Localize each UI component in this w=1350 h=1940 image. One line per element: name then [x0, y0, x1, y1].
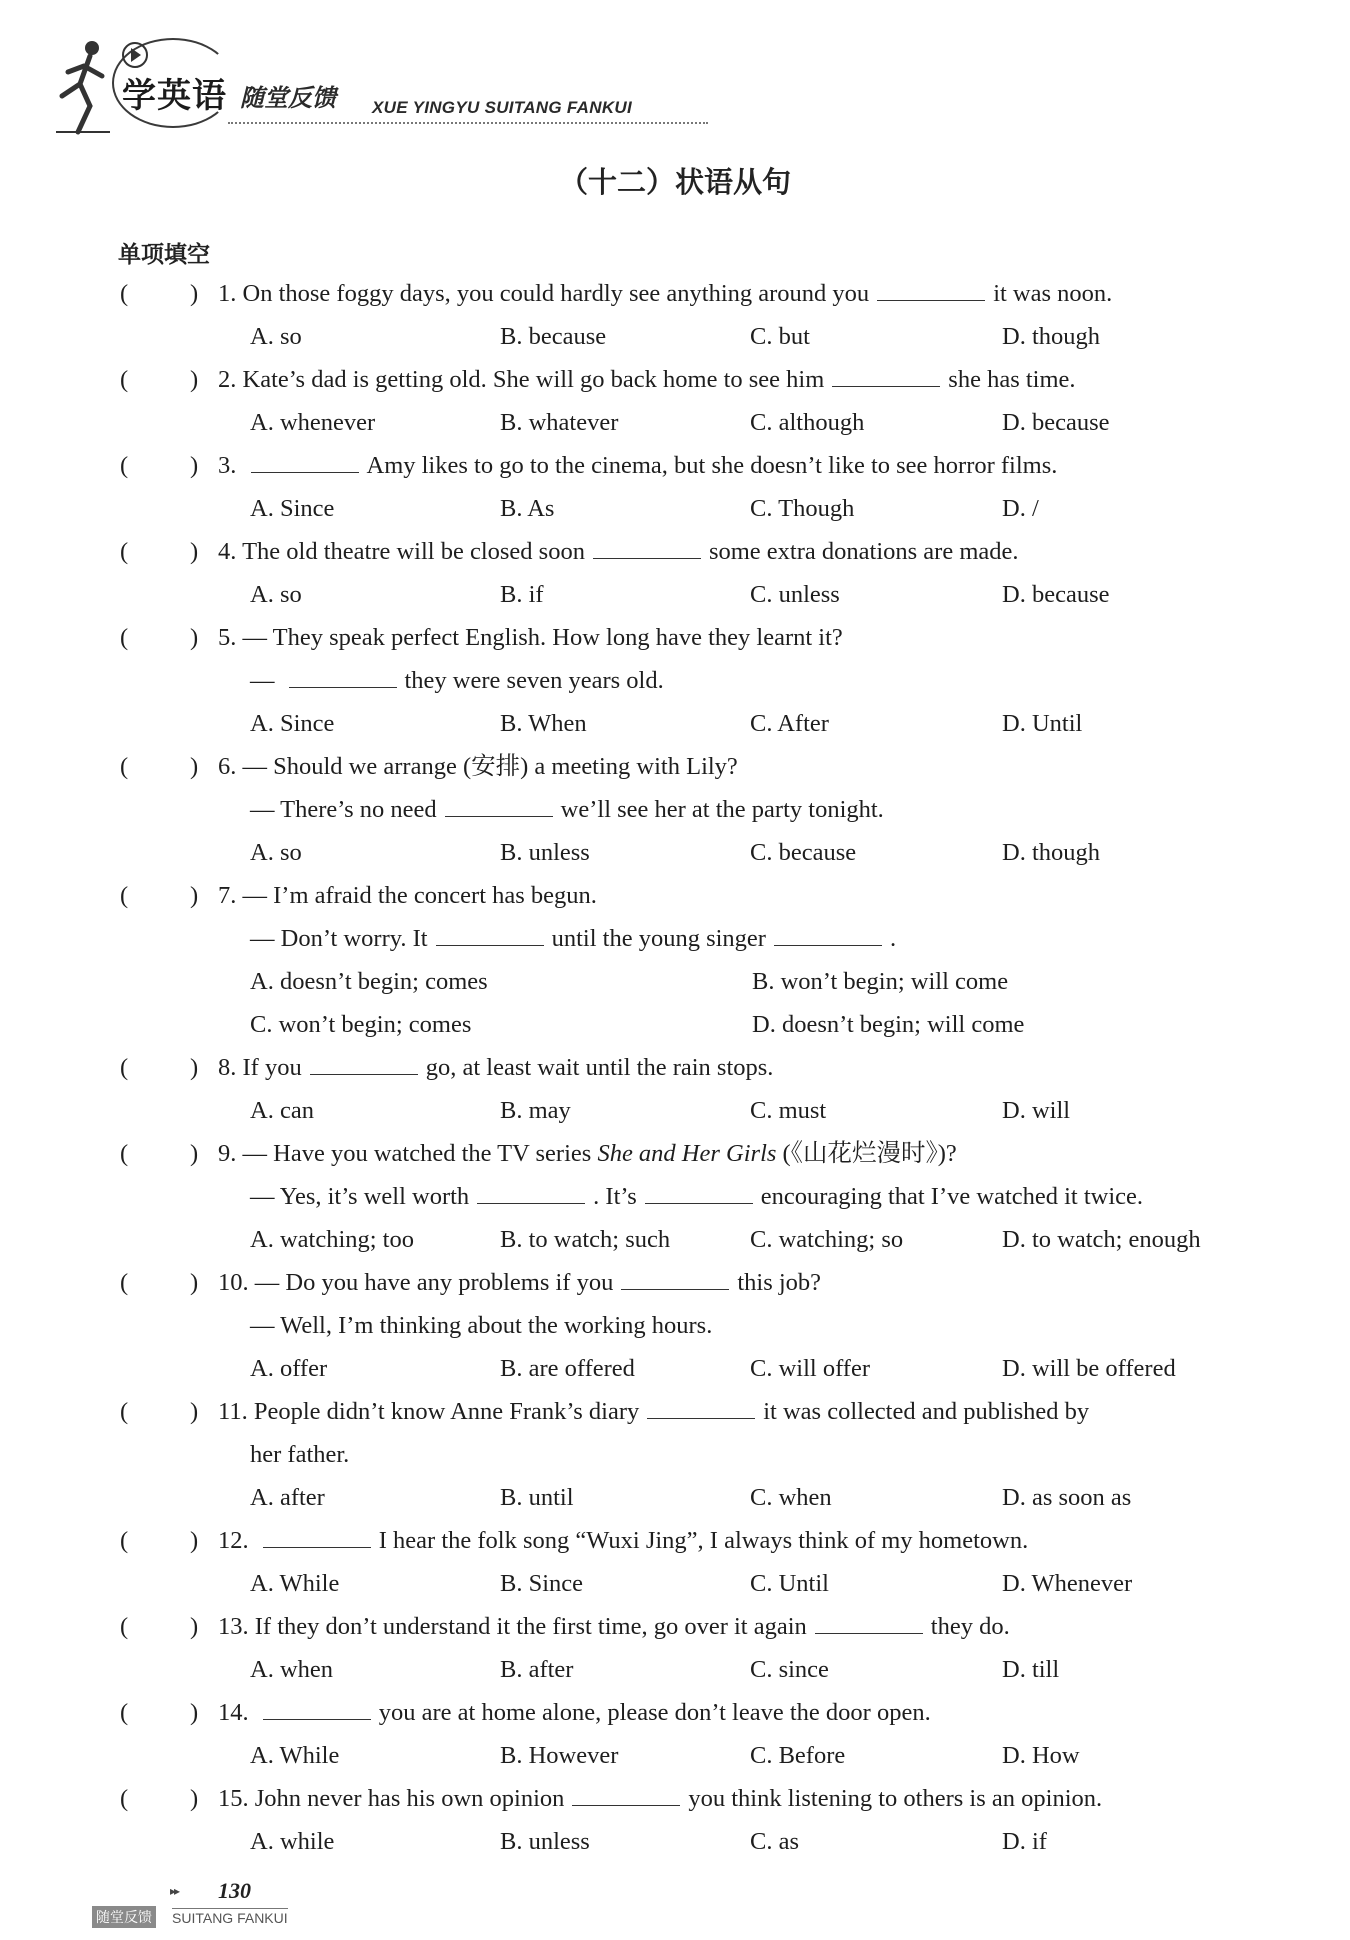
answer-paren-open[interactable]: (	[120, 538, 129, 565]
options-row	[0, 1218, 1350, 1261]
text-fragment: you think listening to others is an opinion.	[688, 1785, 1103, 1812]
question-item	[0, 1390, 1350, 1519]
text-fragment: until the young singer	[551, 925, 766, 952]
text-fragment: Amy likes to go to the cinema, but she doesn’t like to see horror films.	[366, 452, 1058, 479]
question-number: 12.	[218, 1527, 255, 1554]
question-text	[218, 1519, 1028, 1562]
question-line	[0, 745, 1350, 788]
option-d[interactable]: D. will	[1002, 1097, 1071, 1124]
question-line	[0, 1304, 1350, 1347]
answer-blank[interactable]	[572, 1779, 680, 1806]
options-row	[0, 1003, 1350, 1046]
answer-blank[interactable]	[593, 532, 701, 559]
text-fragment: her father.	[250, 1441, 350, 1468]
answer-paren-open[interactable]: (	[120, 1140, 129, 1167]
option-b[interactable]: B. until	[500, 1484, 574, 1511]
option-b[interactable]: B. Since	[500, 1570, 584, 1597]
question-line	[0, 874, 1350, 917]
question-item	[0, 444, 1350, 530]
question-number: 5.	[218, 624, 243, 651]
answer-paren-open[interactable]: (	[120, 1269, 129, 1296]
question-item	[0, 358, 1350, 444]
question-item	[0, 1132, 1350, 1261]
option-a[interactable]: A. so	[250, 323, 302, 350]
option-c[interactable]: C. since	[750, 1656, 829, 1683]
text-fragment: People didn’t know Anne Frank’s diary	[253, 1398, 640, 1425]
question-line	[0, 788, 1350, 831]
answer-blank[interactable]	[815, 1607, 923, 1634]
text-fragment: some extra donations are made.	[708, 538, 1019, 565]
question-line	[0, 1132, 1350, 1175]
play-icon	[122, 42, 148, 68]
text-fragment: — Have you watched the TV series	[242, 1140, 598, 1167]
question-item	[0, 874, 1350, 1046]
question-text	[218, 1046, 773, 1089]
text-fragment: — Do you have any problems if you	[254, 1269, 614, 1296]
text-fragment: If you	[242, 1054, 302, 1081]
option-c[interactable]: C. Though	[750, 495, 855, 522]
text-fragment: If they don’t understand it the first time, go over it again	[254, 1613, 807, 1640]
option-a[interactable]: A. While	[250, 1570, 340, 1597]
question-line	[0, 1046, 1350, 1089]
option-c[interactable]: C. unless	[750, 581, 840, 608]
question-line	[0, 1433, 1350, 1476]
answer-blank[interactable]	[621, 1263, 729, 1290]
option-c[interactable]: C. After	[750, 710, 829, 737]
option-c[interactable]: C. but	[750, 323, 810, 350]
text-fragment: — Yes, it’s well worth	[250, 1183, 470, 1210]
option-b[interactable]: B. may	[500, 1097, 571, 1124]
page-arrow-icon: ▸▸	[170, 1884, 179, 1898]
answer-paren-close: )	[190, 1613, 199, 1640]
option-a[interactable]: A. when	[250, 1656, 334, 1683]
question-item	[0, 530, 1350, 616]
answer-paren-open[interactable]: (	[120, 366, 129, 393]
text-fragment: Kate’s dad is getting old. She will go back home to see him	[242, 366, 825, 393]
option-a[interactable]: A. offer	[250, 1355, 328, 1382]
question-line	[0, 659, 1350, 702]
text-fragment: — They speak perfect English. How long have they learnt it?	[242, 624, 843, 651]
question-text	[218, 530, 1019, 573]
answer-blank[interactable]	[251, 446, 359, 473]
options-row	[0, 1476, 1350, 1519]
answer-paren-close: )	[190, 1398, 199, 1425]
option-c[interactable]: C. watching; so	[750, 1226, 904, 1253]
question-line	[0, 1519, 1350, 1562]
question-line	[0, 1605, 1350, 1648]
text-fragment: she has time.	[948, 366, 1076, 393]
answer-paren-close: )	[190, 753, 199, 780]
answer-paren-close: )	[190, 624, 199, 651]
options-row	[0, 315, 1350, 358]
answer-paren-open[interactable]: (	[120, 452, 129, 479]
answer-paren-close: )	[190, 1054, 199, 1081]
question-number: 8.	[218, 1054, 243, 1081]
text-fragment: .	[889, 925, 897, 952]
answer-blank[interactable]	[310, 1048, 418, 1075]
answer-blank[interactable]	[436, 919, 544, 946]
options-row	[0, 1089, 1350, 1132]
option-a[interactable]: A. While	[250, 1742, 340, 1769]
answer-paren-open[interactable]: (	[120, 1527, 129, 1554]
option-b[interactable]: B. whatever	[500, 409, 619, 436]
option-d[interactable]: D. will be offered	[1002, 1355, 1176, 1382]
options-row	[0, 1562, 1350, 1605]
answer-paren-open[interactable]: (	[120, 624, 129, 651]
header-divider	[228, 122, 708, 124]
answer-paren-close: )	[190, 280, 199, 307]
text-fragment: they were seven years old.	[404, 667, 664, 694]
answer-paren-close: )	[190, 1527, 199, 1554]
text-fragment: — Well, I’m thinking about the working hours.	[250, 1312, 713, 1339]
option-a[interactable]: A. Since	[250, 710, 335, 737]
question-item	[0, 616, 1350, 745]
option-d[interactable]: D. if	[1002, 1828, 1047, 1855]
option-d[interactable]: D. because	[1002, 581, 1110, 608]
text-fragment: I hear the folk song “Wuxi Jing”, I always think of my hometown.	[378, 1527, 1029, 1554]
options-row	[0, 487, 1350, 530]
options-row	[0, 960, 1350, 1003]
options-row	[0, 573, 1350, 616]
answer-paren-close: )	[190, 882, 199, 909]
option-d[interactable]: D. doesn’t begin; will come	[752, 1011, 1025, 1038]
option-c[interactable]: C. won’t begin; comes	[250, 1011, 472, 1038]
question-item	[0, 272, 1350, 358]
option-d[interactable]: D. How	[1002, 1742, 1080, 1769]
question-number: 11.	[218, 1398, 254, 1425]
question-line	[0, 1175, 1350, 1218]
question-text	[250, 1433, 349, 1476]
option-a[interactable]: A. so	[250, 581, 302, 608]
question-text	[218, 1605, 1010, 1648]
question-line	[0, 530, 1350, 573]
page-number: 130	[218, 1878, 251, 1903]
question-item	[0, 1691, 1350, 1777]
question-number: 13.	[218, 1613, 255, 1640]
answer-blank[interactable]	[263, 1521, 371, 1548]
answer-paren-open[interactable]: (	[120, 1054, 129, 1081]
option-b[interactable]: B. unless	[500, 839, 590, 866]
question-line	[0, 1390, 1350, 1433]
question-text	[218, 616, 843, 659]
options-row	[0, 401, 1350, 444]
answer-blank[interactable]	[647, 1392, 755, 1419]
question-line	[0, 1261, 1350, 1304]
question-number: 6.	[218, 753, 243, 780]
option-a[interactable]: A. after	[250, 1484, 325, 1511]
question-text	[218, 1691, 931, 1734]
question-text	[218, 874, 597, 917]
page-header	[50, 28, 690, 138]
question-number: 14.	[218, 1699, 255, 1726]
option-b[interactable]: B. When	[500, 710, 587, 737]
question-line	[0, 917, 1350, 960]
question-line	[0, 1691, 1350, 1734]
text-fragment: this job?	[737, 1269, 822, 1296]
answer-paren-close: )	[190, 1699, 199, 1726]
question-text	[218, 1261, 821, 1304]
option-d[interactable]: D. /	[1002, 495, 1039, 522]
answer-blank[interactable]	[263, 1693, 371, 1720]
text-fragment: — I’m afraid the concert has begun.	[242, 882, 597, 909]
text-fragment: John never has his own opinion	[254, 1785, 565, 1812]
answer-paren-close: )	[190, 366, 199, 393]
question-list	[0, 272, 1350, 1863]
runner-logo-icon	[50, 36, 120, 136]
options-row	[0, 1820, 1350, 1863]
brand-title: 学英语	[122, 76, 227, 116]
question-item	[0, 1046, 1350, 1132]
option-b[interactable]: B. As	[500, 495, 555, 522]
option-b[interactable]: B. to watch; such	[500, 1226, 671, 1253]
option-d[interactable]: D. to watch; enough	[1002, 1226, 1201, 1253]
question-line	[0, 272, 1350, 315]
answer-paren-open[interactable]: (	[120, 882, 129, 909]
section-title: （十二）状语从句	[558, 165, 791, 199]
question-number: 10.	[218, 1269, 255, 1296]
question-text	[218, 745, 738, 788]
answer-paren-close: )	[190, 1140, 199, 1167]
options-row	[0, 1347, 1350, 1390]
option-d[interactable]: D. till	[1002, 1656, 1060, 1683]
options-row	[0, 831, 1350, 874]
question-number: 1.	[218, 280, 243, 307]
answer-paren-open[interactable]: (	[120, 1398, 129, 1425]
question-text	[218, 444, 1057, 487]
text-fragment: you are at home alone, please don’t leave the door open.	[378, 1699, 931, 1726]
question-text	[218, 1390, 1089, 1433]
question-line	[0, 1777, 1350, 1820]
question-line	[0, 358, 1350, 401]
text-fragment: it was noon.	[993, 280, 1113, 307]
option-b[interactable]: B. However	[500, 1742, 619, 1769]
question-text	[218, 272, 1112, 315]
option-d[interactable]: D. as soon as	[1002, 1484, 1132, 1511]
brand-pinyin: XUE YINGYU SUITANG FANKUI	[372, 98, 633, 117]
question-item	[0, 745, 1350, 874]
answer-blank[interactable]	[877, 274, 985, 301]
question-item	[0, 1777, 1350, 1863]
option-a[interactable]: A. while	[250, 1828, 335, 1855]
question-item	[0, 1519, 1350, 1605]
option-b[interactable]: B. are offered	[500, 1355, 635, 1382]
option-b[interactable]: B. won’t begin; will come	[752, 968, 1009, 995]
option-c[interactable]: C. will offer	[750, 1355, 870, 1382]
option-b[interactable]: B. if	[500, 581, 544, 608]
answer-paren-close: )	[190, 1269, 199, 1296]
question-number: 2.	[218, 366, 243, 393]
option-d[interactable]: D. Whenever	[1002, 1570, 1133, 1597]
question-line	[0, 616, 1350, 659]
question-number: 15.	[218, 1785, 255, 1812]
option-c[interactable]: C. Before	[750, 1742, 846, 1769]
text-fragment: The old theatre will be closed soon	[242, 538, 585, 565]
option-b[interactable]: B. because	[500, 323, 607, 350]
question-text	[250, 788, 884, 831]
answer-paren-open[interactable]: (	[120, 1785, 129, 1812]
text-fragment: they do.	[930, 1613, 1010, 1640]
text-fragment: we’ll see her at the party tonight.	[560, 796, 884, 823]
question-text	[250, 1304, 712, 1347]
answer-blank[interactable]	[445, 790, 553, 817]
question-line	[0, 444, 1350, 487]
option-a[interactable]: A. doesn’t begin; comes	[250, 968, 488, 995]
option-a[interactable]: A. whenever	[250, 409, 376, 436]
answer-blank[interactable]	[832, 360, 940, 387]
option-c[interactable]: C. because	[750, 839, 857, 866]
answer-paren-close: )	[190, 452, 199, 479]
answer-blank[interactable]	[774, 919, 882, 946]
option-c[interactable]: C. as	[750, 1828, 799, 1855]
subsection-title: 单项填空	[118, 242, 210, 268]
option-a[interactable]: A. Since	[250, 495, 335, 522]
option-d[interactable]: D. Until	[1002, 710, 1083, 737]
option-d[interactable]: D. though	[1002, 839, 1100, 866]
option-b[interactable]: B. after	[500, 1656, 574, 1683]
answer-paren-close: )	[190, 1785, 199, 1812]
text-fragment: On those foggy days, you could hardly see anything around you	[242, 280, 870, 307]
question-item	[0, 1261, 1350, 1390]
option-b[interactable]: B. unless	[500, 1828, 590, 1855]
question-number: 7.	[218, 882, 243, 909]
question-text	[218, 1777, 1102, 1820]
option-c[interactable]: C. must	[750, 1097, 827, 1124]
text-fragment: — There’s no need	[250, 796, 437, 823]
option-c[interactable]: C. when	[750, 1484, 832, 1511]
answer-paren-close: )	[190, 538, 199, 565]
text-fragment: . It’s	[593, 1183, 637, 1210]
dash-mark: —	[250, 667, 275, 694]
question-text	[218, 1132, 957, 1175]
question-text	[250, 1175, 1143, 1218]
text-fragment: — Should we arrange (安排) a meeting with Lily?	[242, 753, 738, 780]
series-title: She and Her Girls	[597, 1140, 777, 1167]
answer-paren-open[interactable]: (	[120, 753, 129, 780]
option-c[interactable]: C. Until	[750, 1570, 829, 1597]
text-fragment: — Don’t worry. It	[250, 925, 428, 952]
option-a[interactable]: A. watching; too	[250, 1226, 414, 1253]
text-fragment: go, at least wait until the rain stops.	[425, 1054, 774, 1081]
question-text	[250, 659, 664, 702]
text-fragment: it was collected and published by	[763, 1398, 1090, 1425]
question-item	[0, 1605, 1350, 1691]
answer-paren-open[interactable]: (	[120, 1613, 129, 1640]
question-text	[218, 358, 1076, 401]
footer-tag-en: SUITANG FANKUI	[172, 1910, 288, 1926]
option-a[interactable]: A. can	[250, 1097, 314, 1124]
answer-paren-open[interactable]: (	[120, 280, 129, 307]
options-row	[0, 1734, 1350, 1777]
text-fragment: (《山花烂漫时》)?	[776, 1140, 957, 1167]
options-row	[0, 702, 1350, 745]
text-fragment: encouraging that I’ve watched it twice.	[760, 1183, 1144, 1210]
question-number: 4.	[218, 538, 243, 565]
answer-paren-open[interactable]: (	[120, 1699, 129, 1726]
brand-subtitle: 随堂反馈	[240, 84, 336, 112]
options-row	[0, 1648, 1350, 1691]
question-text	[250, 917, 896, 960]
option-a[interactable]: A. so	[250, 839, 302, 866]
answer-blank[interactable]	[477, 1177, 585, 1204]
answer-blank[interactable]	[645, 1177, 753, 1204]
option-d[interactable]: D. though	[1002, 323, 1100, 350]
footer-tag: 随堂反馈	[92, 1906, 156, 1928]
option-c[interactable]: C. although	[750, 409, 865, 436]
question-number: 9.	[218, 1140, 243, 1167]
option-d[interactable]: D. because	[1002, 409, 1110, 436]
answer-blank[interactable]	[289, 661, 397, 688]
question-number: 3.	[218, 452, 243, 479]
